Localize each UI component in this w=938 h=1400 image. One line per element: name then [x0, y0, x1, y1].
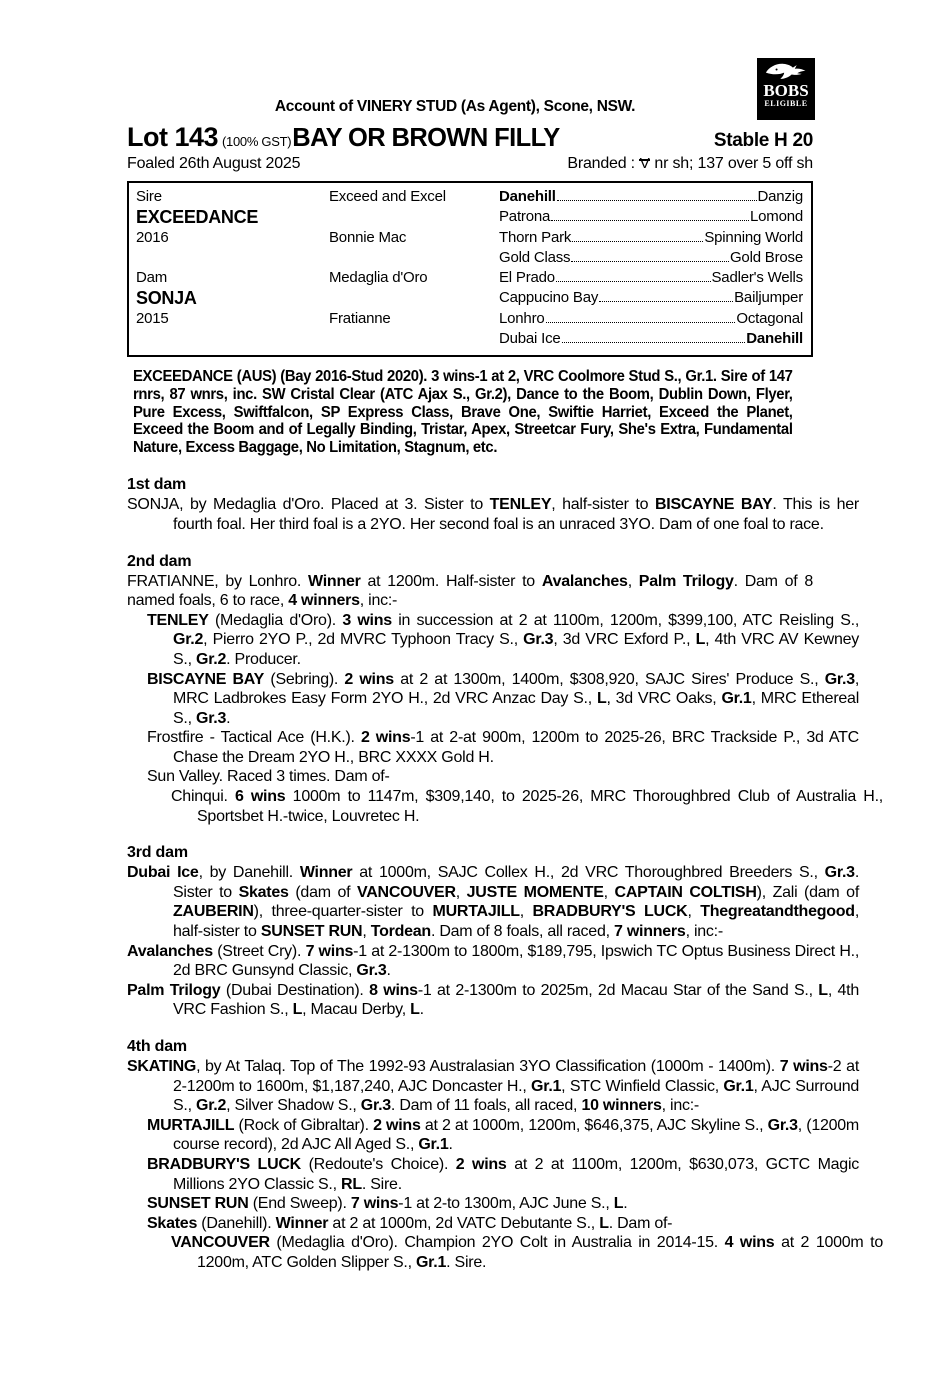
dam-sections: [127, 476, 884, 1272]
dam-section-heading: 2nd dam: [127, 552, 192, 570]
pedigree-ancestor-value: Octagonal: [736, 309, 803, 327]
dot-leader: [556, 281, 711, 282]
dam-dam: Fratianne: [329, 309, 391, 327]
lot-header-row: [127, 122, 813, 153]
dam-sire: Medaglia d'Oro: [329, 269, 428, 287]
pedigree-ancestor-name: Dubai Ice: [499, 330, 561, 348]
pedigree-ancestor-value: Lomond: [749, 208, 803, 226]
gst-note: (100% GST): [222, 134, 292, 149]
dam-name: SONJA: [136, 288, 197, 309]
dot-leader: [599, 301, 733, 302]
pedigree-ancestor-name: Danehill: [499, 188, 556, 205]
pedigree-ancestor-value: Bailjumper: [734, 289, 803, 307]
pedigree-spacer: [136, 248, 329, 268]
foaled-branded-row: [127, 155, 813, 173]
lot-number: Lot 143: [127, 122, 219, 152]
dot-leader: [571, 261, 729, 262]
pedigree-ancestor-name: Gold Class: [499, 248, 571, 266]
dot-leader: [562, 342, 746, 343]
catalogue-page: [127, 0, 884, 1273]
pedigree-entry: FRATIANNE, by Lonhro. Winner at 1200m. Half-sister to Avalanches, Palm Trilogy. Dam of 8 named foals, 6 to race, 4 winners, inc:-: [127, 572, 814, 610]
foaled-date: Foaled 26th August 2025: [127, 155, 301, 172]
sire-name: EXCEEDANCE: [136, 207, 259, 228]
dot-leader: [557, 200, 757, 201]
pedigree-entry: BRADBURY'S LUCK (Redoute's Choice). 2 wins at 2 at 1100m, 1200m, $630,073, GCTC Magic Millions 2YO Classic S., RL. Sire.: [147, 1155, 860, 1193]
dam-section-heading: 1st dam: [127, 476, 187, 494]
pedigree-table: [127, 181, 813, 357]
pedigree-entry: VANCOUVER (Medaglia d'Oro). Champion 2YO Colt in Australia in 2014-15. 4 wins at 2 1000m to 1200m, ATC Golden Slipper S., Gr.1. Sire.: [171, 1234, 883, 1271]
pedigree-entry: Frostfire - Tactical Ace (H.K.). 2 wins-1 at 2-at 900m, 1200m to 2025-26, BRC Trackside P., 3d ATC Chase the Dream 2YO H., BRC XXXX Gold H.: [147, 729, 859, 766]
pedigree-entry: Dubai Ice, by Danehill. Winner at 1000m, SAJC Collex H., 2d VRC Thoroughbred Breeders S., Gr.3. Sister to Skates (dam of VANCOUVER, JUSTE MOMENTE, CAPTAIN COLTISH), Zali (dam of ZAUBERIN), three-quarter-sister to MURTAJILL, BRADBURY'S LUCK, Thegreatandthegood, half-sister to SUNSET RUN, Tordean. Dam of 8 foals, all raced, 7 winners, inc:-: [127, 864, 860, 941]
pedigree-entry: SUNSET RUN (End Sweep). 7 wins-1 at 2-to 1300m, AJC June S., L.: [147, 1195, 628, 1213]
pedigree-ancestor-name: Thorn Park: [499, 228, 572, 246]
dot-leader: [551, 220, 749, 221]
pedigree-column-first-generation: [129, 187, 329, 349]
pedigree-spacer: [329, 248, 499, 268]
sire-summary-paragraph: EXCEEDANCE (AUS) (Bay 2016-Stud 2020). 3 wins-1 at 2, VRC Coolmore Stud S., Gr.1. Sire of 147 rnrs, 87 wnrs, inc. SW Cristal Clear (ATC Ajax S., Gr.2), Dance to the Boom, Dublin Down, Flyer, Pure Excess, Swiftfalcon, SP Express Class, Brave One, Swiftie Harriet, Exceed the Planet, Exceed the Boom and of Legally Binding, Tristar, Apex, Streetcar Fury, She's Extra, Fundamental Nature, Excess Baggage, No Limitation, Stagnum, etc.: [133, 368, 793, 456]
pedigree-entry: TENLEY (Medaglia d'Oro). 3 wins in succession at 2 at 1100m, 1200m, $399,100, ATC Reisling S., Gr.2, Pierro 2YO P., 2d MVRC Typhoon Tracy S., Gr.3, 3d VRC Exford P., L, 4th VRC AV Kewney S., Gr.2. Producer.: [147, 611, 860, 668]
pedigree-ancestor-name: Patrona: [499, 208, 551, 226]
pedigree-spacer: [329, 288, 499, 308]
pedigree-entry: Avalanches (Street Cry). 7 wins-1 at 2-1300m to 1800m, $189,795, Ipswich TC Optus Business Direct H., 2d BRC Gunsynd Classic, Gr.3.: [127, 942, 860, 980]
pedigree-spacer: [329, 207, 499, 227]
pedigree-entry: SKATING, by At Talaq. Top of The 1992-93 Australasian 3YO Classification (1000m - 1400m). 7 wins-2 at 2-1200m to 1600m, $1,187,240, AJC Doncaster H., Gr.1, STC Winfield Classic, Gr.1, AJC Surround S., Gr.2, Silver Shadow S., Gr.3. Dam of 11 foals, all raced, 10 winners, inc:-: [127, 1058, 860, 1115]
dot-leader: [546, 322, 736, 323]
pedigree-entry: Sun Valley. Raced 3 times. Dam of-: [147, 768, 390, 786]
branded-description: Branded : V nr sh; 137 over 5 off sh: [567, 155, 813, 173]
pedigree-third-gen-row: [499, 288, 803, 308]
brand-symbol-icon: [639, 155, 650, 173]
sire-label: Sire: [136, 188, 162, 205]
dam-section-heading: 3rd dam: [127, 844, 188, 862]
sire-year: 2016: [136, 228, 169, 246]
pedigree-column-second-generation: [329, 187, 499, 349]
pedigree-entry: Palm Trilogy (Dubai Destination). 8 wins-1 at 2-1300m to 2025m, 2d Macau Star of the Sand S., L, 4th VRC Fashion S., L, Macau Derby, L.: [127, 981, 860, 1019]
colour-and-sex: BAY OR BROWN FILLY: [292, 124, 560, 152]
account-line: Account of VINERY STUD (As Agent), Scone, NSW.: [274, 98, 636, 115]
pedigree-third-gen-row: [499, 248, 803, 268]
dam-section-heading: 4th dam: [127, 1038, 187, 1055]
pedigree-ancestor-value: Sadler's Wells: [711, 269, 803, 287]
pedigree-third-gen-row: [499, 309, 803, 329]
pedigree-third-gen-row: [499, 187, 803, 207]
sire-sire: Exceed and Excel: [329, 188, 446, 205]
pedigree-entry: MURTAJILL (Rock of Gibraltar). 2 wins at 2 at 1000m, 1200m, $646,375, AJC Skyline S., Gr.3, (1200m course record), 2d AJC All Aged S., Gr.1.: [147, 1116, 860, 1154]
pedigree-ancestor-value: Danzig: [757, 188, 803, 205]
pedigree-column-third-generation: [499, 187, 811, 349]
pedigree-entry: Skates (Danehill). Winner at 2 at 1000m, 2d VATC Debutante S., L. Dam of-: [147, 1214, 673, 1232]
pedigree-entry: Chinqui. 6 wins 1000m to 1147m, $309,140, to 2025-26, MRC Thoroughbred Club of Australia H., Sportsbet H.-twice, Louvretec H.: [171, 788, 884, 825]
dam-label: Dam: [136, 269, 168, 287]
stable-number: Stable H 20: [713, 130, 813, 151]
pedigree-entry: BISCAYNE BAY (Sebring). 2 wins at 2 at 1300m, 1400m, $308,920, SAJC Sires' Produce S., Gr.3, MRC Ladbrokes Easy Form 2YO H., 2d VRC Anzac Day S., L, 3d VRC Oaks, Gr.1, MRC Ethereal S., Gr.3.: [147, 670, 860, 727]
pedigree-ancestor-name: Cappucino Bay: [499, 289, 599, 307]
pedigree-third-gen-row: [499, 329, 803, 349]
pedigree-third-gen-row: [499, 268, 803, 288]
pedigree-third-gen-row: [499, 207, 803, 227]
dam-year: 2015: [136, 309, 169, 327]
pedigree-ancestor-name: El Prado: [499, 269, 555, 287]
pedigree-ancestor-value: Danehill: [746, 330, 803, 348]
pedigree-entry: SONJA, by Medaglia d'Oro. Placed at 3. Sister to TENLEY, half-sister to BISCAYNE BAY. This is her fourth foal. Her third foal is a 2YO. Her second foal is an unraced 3YO. Dam of one foal to race.: [127, 496, 860, 533]
sire-dam: Bonnie Mac: [329, 228, 407, 246]
pedigree-ancestor-value: Gold Brose: [729, 248, 803, 266]
pedigree-ancestor-value: Spinning World: [704, 228, 803, 246]
pedigree-ancestor-name: Lonhro: [499, 309, 545, 327]
bobs-logo-subtext: ELIGIBLE: [764, 99, 808, 108]
pedigree-third-gen-row: [499, 228, 803, 248]
bobs-logo-text: BOBS: [763, 81, 809, 100]
dot-leader: [572, 241, 703, 242]
